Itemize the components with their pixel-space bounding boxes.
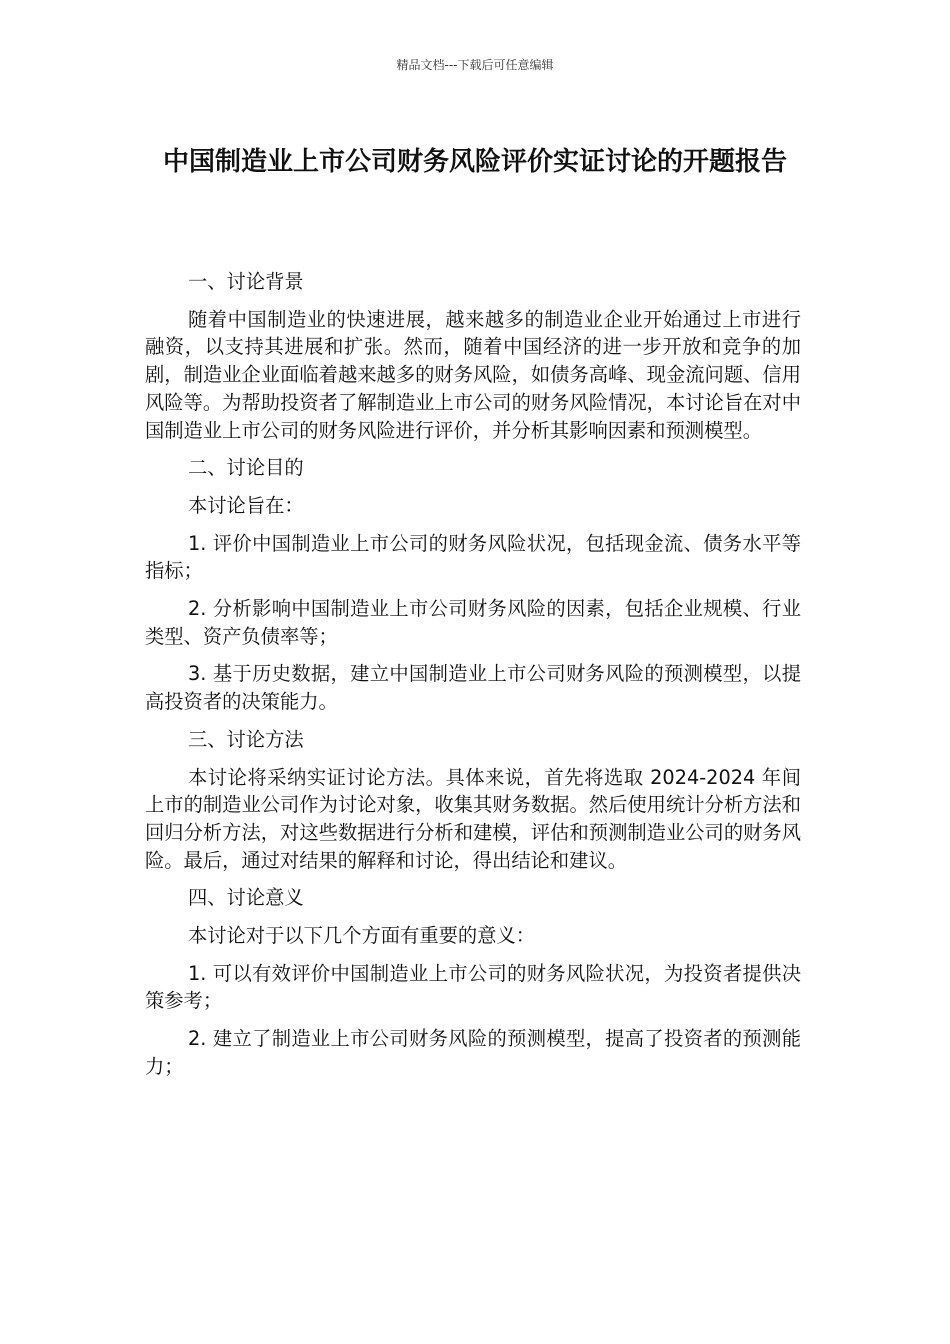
body-paragraph: 本讨论对于以下几个方面有重要的意义： <box>188 924 536 948</box>
section-method <box>145 726 801 875</box>
list-item: 1. 评价中国制造业上市公司的财务风险状况，包括现金流、债务水平等指标； <box>145 531 801 583</box>
section-heading: 二、讨论目的 <box>188 456 304 480</box>
body-paragraph: 本讨论将采纳实证讨论方法。具体来说，首先将选取 2024-2024 年间上市的制造业公司作为讨论对象，收集其财务数据。然后使用统计分析方法和回归分析方法，对这些数据进行分析和建模，评估和预测制造业公司的财务风险。最后，通过对结果的解释和讨论，得出结论和建议。 <box>145 765 801 872</box>
section-heading: 三、讨论方法 <box>188 727 304 751</box>
section-heading: 一、讨论背景 <box>188 270 304 293</box>
document-title: 中国制造业上市公司财务风险评价实证讨论的开题报告 <box>162 147 787 177</box>
list-item: 3. 基于历史数据，建立中国制造业上市公司财务风险的预测模型，以提高投资者的决策能力。 <box>145 662 801 714</box>
document-body <box>145 268 801 1091</box>
list-item: 1. 可以有效评价中国制造业上市公司的财务风险状况，为投资者提供决策参考； <box>145 961 801 1013</box>
section-purpose <box>145 454 801 716</box>
page-header-note: 精品文档---下载后可任意编辑 <box>396 58 554 72</box>
section-heading: 四、讨论意义 <box>188 886 304 910</box>
section-significance <box>145 884 801 1080</box>
list-item: 2. 分析影响中国制造业上市公司财务风险的因素，包括企业规模、行业类型、资产负债率等； <box>145 597 801 648</box>
section-background <box>145 268 801 444</box>
list-item: 2. 建立了制造业上市公司财务风险的预测模型，提高了投资者的预测能力； <box>145 1027 801 1078</box>
body-paragraph: 随着中国制造业的快速进展，越来越多的制造业企业开始通过上市进行融资，以支持其进展和扩张。然而，随着中国经济的进一步开放和竞争的加剧，制造业企业面临着越来越多的财务风险，如债务高峰、现金流问题、信用风险等。为帮助投资者了解制造业上市公司的财务风险情况，本讨论旨在对中国制造业上市公司的财务风险进行评价，并分析其影响因素和预测模型。 <box>145 307 801 442</box>
body-paragraph: 本讨论旨在： <box>188 493 304 517</box>
